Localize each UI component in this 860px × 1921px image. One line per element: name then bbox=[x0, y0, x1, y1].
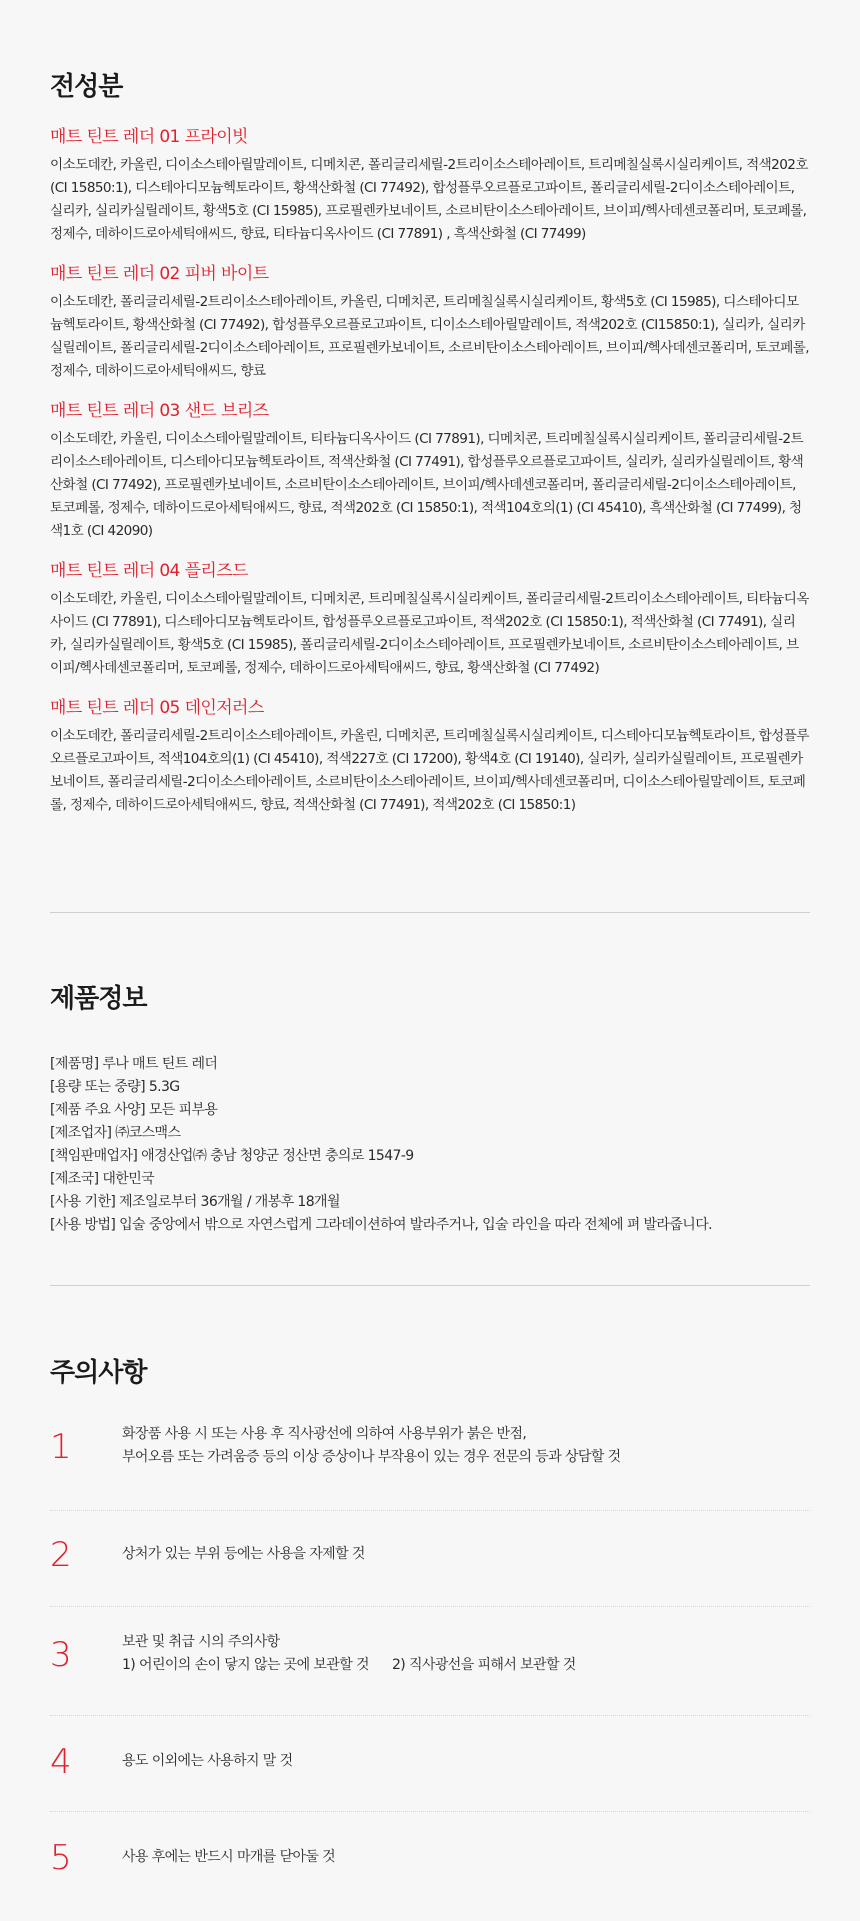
ingredient-text: 이소도데칸, 폴리글리세릴-2트리이소스테아레이트, 카올린, 디메치콘, 트리메칠실록시실리케이트, 황색5호 (CI 15985), 디스테아디모늄헥토라이트, 황색산화철 (CI 77492), 합성플루오르플로고파이트, 디이소스테아릴말레이트, 적색202호 (CI15850:1), 실리카, 실리카실릴레이트, 폴리글리세릴-2디이소스테아레이트, 프로필렌카보네이트, 소르비탄이소스테아레이트, 브이피/헥사데센코폴리머, 토코페롤, 정제수, 데하이드로아세틱애씨드, 향료 bbox=[50, 294, 810, 379]
info-line-manufacturer: [제조업자] ㈜코스맥스 bbox=[50, 1125, 181, 1141]
ingredient-text: 이소도데칸, 카올린, 디이소스테아릴말레이트, 디메치콘, 폴리글리세릴-2트리이소스테아레이트, 트리메칠실록시실리케이트, 적색202호 (CI 15850:1), 디스테아디모늄헥토라이트, 황색산화철 (CI 77492), 합성플루오르플로고파이트, 폴리글리세릴-2디이소스테아레이트, 실리카, 실리카실릴레이트, 황색5호 (CI 15985), 프로필렌카보네이트, 소르비탄이소스테아레이트, 브이피/헥사데센코폴리머, 토코페롤, 정제수, 데하이드로아세틱애씨드, 향료, 티타늄디옥사이드 (CI 77891) , 흑색산화철 (CI 77499) bbox=[50, 157, 808, 242]
caution-number: 1 bbox=[50, 1427, 72, 1467]
ingredient-shade-name: 매트 틴트 레더 01 프라이빗 bbox=[50, 127, 248, 147]
product-info-section bbox=[50, 978, 810, 1237]
caution-text bbox=[122, 1750, 802, 1773]
caution-item-4 bbox=[50, 1716, 810, 1812]
caution-line: 보관 및 취급 시의 주의사항 bbox=[122, 1634, 280, 1650]
caution-text bbox=[122, 1631, 802, 1677]
info-line-usage: [사용 방법] 입술 중앙에서 밖으로 자연스럽게 그라데이션하여 발라주거나, 입술 라인을 따라 전체에 펴 발라줍니다. bbox=[50, 1217, 712, 1233]
info-line-expiry: [사용 기한] 제조일로부터 36개월 / 개봉후 18개월 bbox=[50, 1194, 340, 1210]
info-line-distributor: [책임판매업자] 애경산업㈜ 충남 청양군 정산면 충의로 1547-9 bbox=[50, 1148, 414, 1164]
caution-text bbox=[122, 1423, 802, 1469]
info-line-country: [제조국] 대한민국 bbox=[50, 1171, 155, 1187]
ingredient-block-04 bbox=[50, 559, 810, 680]
section-divider bbox=[50, 912, 810, 913]
caution-number: 2 bbox=[50, 1535, 72, 1575]
caution-item-5 bbox=[50, 1812, 810, 1907]
caution-number: 4 bbox=[50, 1742, 72, 1782]
ingredient-shade-name: 매트 틴트 레더 03 샌드 브리즈 bbox=[50, 401, 269, 421]
ingredient-shade-name: 매트 틴트 레더 04 플리즈드 bbox=[50, 561, 248, 581]
ingredients-title: 전성분 bbox=[50, 72, 123, 102]
caution-number: 5 bbox=[50, 1838, 72, 1878]
caution-text bbox=[122, 1846, 802, 1869]
ingredient-block-03 bbox=[50, 399, 810, 543]
ingredient-shade-name: 매트 틴트 레더 05 데인저러스 bbox=[50, 698, 264, 718]
ingredient-block-05 bbox=[50, 696, 810, 817]
caution-line: 1) 어린이의 손이 닿지 않는 곳에 보관할 것 2) 직사광선을 피해서 보관할 것 bbox=[122, 1657, 576, 1673]
caution-item-3 bbox=[50, 1607, 810, 1716]
caution-text bbox=[122, 1543, 802, 1566]
product-info-title: 제품정보 bbox=[50, 984, 147, 1014]
ingredient-shade-name: 매트 틴트 레더 02 피버 바이트 bbox=[50, 264, 269, 284]
ingredient-block-02 bbox=[50, 262, 810, 383]
section-divider bbox=[50, 1285, 810, 1286]
ingredient-text: 이소도데칸, 카올린, 디이소스테아릴말레이트, 디메치콘, 트리메칠실록시실리케이트, 폴리글리세릴-2트리이소스테아레이트, 티타늄디옥사이드 (CI 77891), 디스테아디모늄헥토라이트, 합성플루오르플로고파이트, 적색202호 (CI 15850:1), 적색산화철 (CI 77491), 실리카, 실리카실릴레이트, 황색5호 (CI 15985), 폴리글리세릴-2디이소스테아레이트, 프로필렌카보네이트, 소르비탄이소스테아레이트, 브이피/헥사데센코폴리머, 토코페롤, 정제수, 데하이드로아세틱애씨드, 향료, 황색산화철 (CI 77492) bbox=[50, 591, 809, 676]
caution-item-2 bbox=[50, 1511, 810, 1607]
caution-number: 3 bbox=[50, 1635, 72, 1675]
info-line-volume: [용량 또는 중량] 5.3G bbox=[50, 1079, 180, 1095]
cautions-title: 주의사항 bbox=[50, 1358, 147, 1388]
caution-line: 사용 후에는 반드시 마개를 닫아둘 것 bbox=[122, 1849, 336, 1865]
ingredients-list bbox=[50, 125, 810, 817]
info-line-product-name: [제품명] 루나 매트 틴트 레더 bbox=[50, 1056, 218, 1072]
cautions-list bbox=[50, 1415, 810, 1907]
ingredients-section bbox=[50, 66, 810, 833]
product-info-list bbox=[50, 1053, 810, 1237]
caution-line: 상처가 있는 부위 등에는 사용을 자제할 것 bbox=[122, 1546, 365, 1562]
caution-line: 화장품 사용 시 또는 사용 후 직사광선에 의하여 사용부위가 붉은 반점, bbox=[122, 1426, 527, 1442]
ingredient-text: 이소도데칸, 카올린, 디이소스테아릴말레이트, 티타늄디옥사이드 (CI 77891), 디메치콘, 트리메칠실록시실리케이트, 폴리글리세릴-2트리이소스테아레이트, 디스테아디모늄헥토라이트, 적색산화철 (CI 77491), 합성플루오르플로고파이트, 실리카, 실리카실릴레이트, 황색산화철 (CI 77492), 프로필렌카보네이트, 소르비탄이소스테아레이트, 브이피/헥사데센코폴리머, 폴리글리세릴-2디이소스테아레이트, 토코페롤, 정제수, 데하이드로아세틱애씨드, 향료, 적색202호 (CI 15850:1), 적색104호의(1) (CI 45410), 흑색산화철 (CI 77499), 청색1호 (CI 42090) bbox=[50, 431, 804, 539]
cautions-section bbox=[50, 1352, 810, 1907]
caution-line: 용도 이외에는 사용하지 말 것 bbox=[122, 1753, 293, 1769]
caution-item-1 bbox=[50, 1415, 810, 1511]
ingredient-block-01 bbox=[50, 125, 810, 246]
caution-line: 부어오름 또는 가려움증 등의 이상 증상이나 부작용이 있는 경우 전문의 등과 상담할 것 bbox=[122, 1449, 621, 1465]
ingredient-text: 이소도데칸, 폴리글리세릴-2트리이소스테아레이트, 카올린, 디메치콘, 트리메칠실록시실리케이트, 디스테아디모늄헥토라이트, 합성플루오르플로고파이트, 적색104호의(1) (CI 45410), 적색227호 (CI 17200), 황색4호 (CI 19140), 실리카, 실리카실릴레이트, 프로필렌카보네이트, 폴리글리세릴-2디이소스테아레이트, 소르비탄이소스테아레이트, 브이피/헥사데센코폴리머, 디이소스테아릴말레이트, 토코페롤, 정제수, 데하이드로아세틱애씨드, 향료, 적색산화철 (CI 77491), 적색202호 (CI 15850:1) bbox=[50, 728, 809, 813]
info-line-spec: [제품 주요 사양] 모든 피부용 bbox=[50, 1102, 218, 1118]
